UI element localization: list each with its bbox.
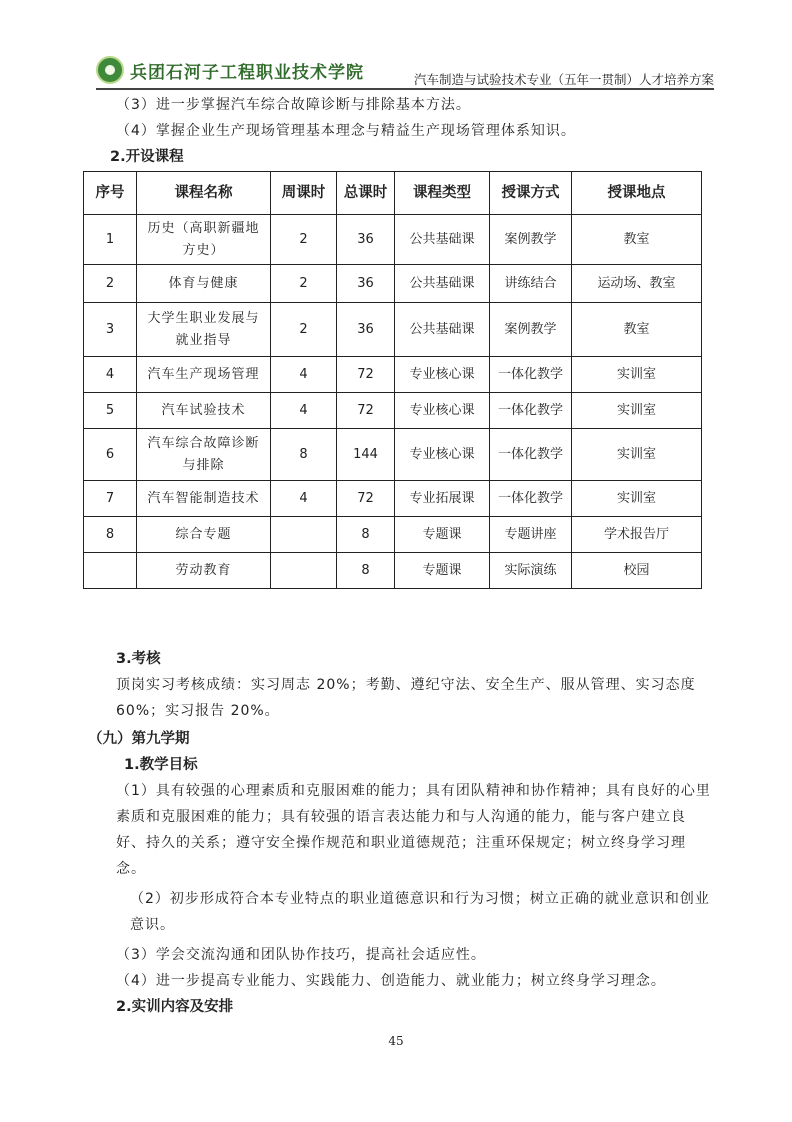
table-cell: 劳动教育 <box>137 553 271 589</box>
table-row <box>84 553 702 589</box>
table-row <box>84 517 702 553</box>
table-cell: 汽车生产现场管理 <box>137 357 271 393</box>
table-cell: 2 <box>271 265 337 303</box>
table-cell: 36 <box>337 215 395 265</box>
table-cell: 教室 <box>572 215 702 265</box>
table-cell: 6 <box>84 429 137 481</box>
table-cell: 一体化教学 <box>490 481 572 517</box>
table-cell: 历史（高职新疆地方史） <box>137 215 271 265</box>
table-cell: 专题课 <box>395 517 490 553</box>
table-cell: 汽车综合故障诊断与排除 <box>137 429 271 481</box>
table-cell: 72 <box>337 393 395 429</box>
header-cell: 授课方式 <box>490 172 572 215</box>
table-cell: 144 <box>337 429 395 481</box>
table-cell: 教室 <box>572 303 702 357</box>
table-cell: 专业核心课 <box>395 393 490 429</box>
goal-2: （2）初步形成符合本专业特点的职业道德意识和行为习惯；树立正确的就业意识和创业意识。 <box>130 891 710 933</box>
table-cell: 72 <box>337 357 395 393</box>
table-cell <box>271 517 337 553</box>
table-cell: 大学生职业发展与就业指导 <box>137 303 271 357</box>
table-cell: 实训室 <box>572 357 702 393</box>
table-cell: 8 <box>84 517 137 553</box>
table-cell: 一体化教学 <box>490 429 572 481</box>
table-cell: 4 <box>271 357 337 393</box>
table-row <box>84 357 702 393</box>
training-heading: 2.实训内容及安排 <box>116 999 234 1015</box>
table-row <box>84 265 702 303</box>
school-emblem-icon <box>96 56 124 84</box>
table-row <box>84 303 702 357</box>
table-cell: 公共基础课 <box>395 265 490 303</box>
table-cell: 一体化教学 <box>490 357 572 393</box>
table-cell: 汽车智能制造技术 <box>137 481 271 517</box>
table-cell: 36 <box>337 303 395 357</box>
table-cell: 专业拓展课 <box>395 481 490 517</box>
table-cell: 2 <box>84 265 137 303</box>
table-cell: 体育与健康 <box>137 265 271 303</box>
goal-3: （3）学会交流沟通和团队协作技巧，提高社会适应性。 <box>116 947 486 963</box>
table-cell: 一体化教学 <box>490 393 572 429</box>
table-cell: 专业核心课 <box>395 429 490 481</box>
table-cell: 36 <box>337 265 395 303</box>
header-cell: 课程名称 <box>137 172 271 215</box>
objective-3: （3）进一步掌握汽车综合故障诊断与排除基本方法。 <box>116 97 471 113</box>
table-cell: 公共基础课 <box>395 303 490 357</box>
table-cell: 8 <box>337 517 395 553</box>
table-cell: 8 <box>271 429 337 481</box>
table-cell: 实训室 <box>572 393 702 429</box>
table-cell: 专题课 <box>395 553 490 589</box>
table-cell: 8 <box>337 553 395 589</box>
table-cell: 1 <box>84 215 137 265</box>
table-cell: 4 <box>84 357 137 393</box>
table-cell: 运动场、教室 <box>572 265 702 303</box>
goal-1: （1）具有较强的心理素质和克服困难的能力；具有团队精神和协作精神；具有良好的心里素质和克服困难的能力；具有较强的语言表达能力和与人沟通的能力，能与客户建立良好、持久的关系；遵守安全操作规范和职业道德规范；注重环保规定；树立终身学习理念。 <box>116 783 711 877</box>
table-cell: 2 <box>271 215 337 265</box>
table-cell: 实际演练 <box>490 553 572 589</box>
document-title: 汽车制造与试验技术专业（五年一贯制）人才培养方案 <box>413 72 714 87</box>
goals-heading: 1.教学目标 <box>124 757 198 773</box>
table-cell: 专题讲座 <box>490 517 572 553</box>
table-header-row <box>84 172 702 215</box>
header-cell: 授课地点 <box>572 172 702 215</box>
table-cell: 2 <box>271 303 337 357</box>
table-row <box>84 215 702 265</box>
table-cell <box>84 553 137 589</box>
goal-4: （4）进一步提高专业能力、实践能力、创造能力、就业能力；树立终身学习理念。 <box>116 973 666 989</box>
table-cell: 公共基础课 <box>395 215 490 265</box>
objective-4: （4）掌握企业生产现场管理基本理念与精益生产现场管理体系知识。 <box>116 123 576 139</box>
table-cell: 专业核心课 <box>395 357 490 393</box>
header-cell: 课程类型 <box>395 172 490 215</box>
table-cell: 7 <box>84 481 137 517</box>
table-cell: 汽车试验技术 <box>137 393 271 429</box>
header-cell: 序号 <box>84 172 137 215</box>
table-cell: 案例教学 <box>490 215 572 265</box>
table-cell: 学术报告厅 <box>572 517 702 553</box>
assessment-heading: 3.考核 <box>116 651 161 667</box>
course-table <box>83 171 702 589</box>
table-cell: 实训室 <box>572 429 702 481</box>
header-cell: 周课时 <box>271 172 337 215</box>
table-row <box>84 429 702 481</box>
semester-heading: （九）第九学期 <box>88 731 190 747</box>
table-cell: 4 <box>271 481 337 517</box>
page-number: 45 <box>388 1034 404 1048</box>
table-cell: 实训室 <box>572 481 702 517</box>
page-header <box>96 52 714 90</box>
table-cell: 72 <box>337 481 395 517</box>
header-cell: 总课时 <box>337 172 395 215</box>
table-cell: 综合专题 <box>137 517 271 553</box>
table-cell: 校园 <box>572 553 702 589</box>
assessment-text: 顶岗实习考核成绩：实习周志 20%；考勤、遵纪守法、安全生产、服从管理、实习态度 60%；实习报告 20%。 <box>116 677 696 719</box>
school-name: 兵团石河子工程职业技术学院 <box>130 62 364 83</box>
header-divider <box>96 88 714 90</box>
table-cell: 5 <box>84 393 137 429</box>
school-logo <box>96 56 364 84</box>
table-row <box>84 481 702 517</box>
page-body <box>88 92 714 170</box>
table-cell: 3 <box>84 303 137 357</box>
table-cell: 4 <box>271 393 337 429</box>
page-body-lower <box>88 646 714 1020</box>
table-cell: 讲练结合 <box>490 265 572 303</box>
courses-heading: 2.开设课程 <box>110 149 184 165</box>
table-row <box>84 393 702 429</box>
table-cell: 案例教学 <box>490 303 572 357</box>
table-cell <box>271 553 337 589</box>
